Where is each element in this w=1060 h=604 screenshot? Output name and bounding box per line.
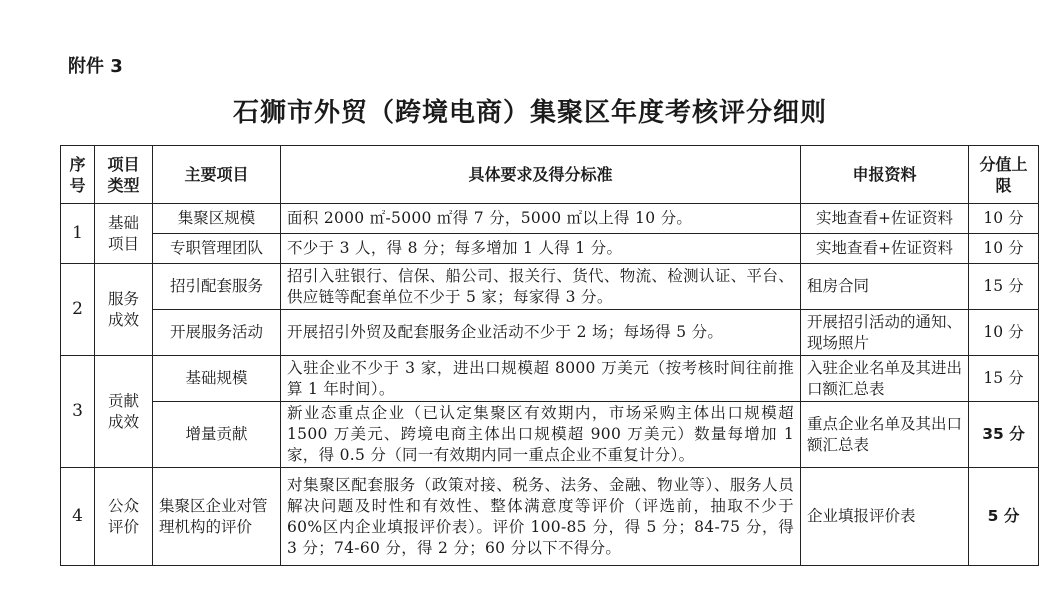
table-row xyxy=(61,310,1039,356)
limit-cell: 10 分 xyxy=(969,204,1039,234)
limit-cell: 5 分 xyxy=(969,468,1039,566)
document-title: 石狮市外贸（跨境电商）集聚区年度考核评分细则 xyxy=(232,98,827,128)
seq-cell: 4 xyxy=(61,468,95,566)
materials-cell: 入驻企业名单及其进出口额汇总表 xyxy=(801,356,969,402)
limit-cell: 10 分 xyxy=(969,234,1039,264)
table-row xyxy=(61,468,1039,566)
limit-cell: 35 分 xyxy=(969,402,1039,468)
header-materials: 申报资料 xyxy=(801,146,969,204)
main-cell: 基础规模 xyxy=(153,356,281,402)
header-limit: 分值上限 xyxy=(969,146,1039,204)
limit-cell: 15 分 xyxy=(969,356,1039,402)
materials-cell: 实地查看+佐证资料 xyxy=(801,234,969,264)
seq-cell: 3 xyxy=(61,356,95,468)
standard-cell: 开展招引外贸及配套服务企业活动不少于 2 场；每场得 5 分。 xyxy=(281,310,801,356)
header-seq: 序号 xyxy=(61,146,95,204)
standard-cell: 不少于 3 人，得 8 分；每多增加 1 人得 1 分。 xyxy=(281,234,801,264)
seq-cell: 2 xyxy=(61,264,95,356)
standard-cell: 新业态重点企业（已认定集聚区有效期内，市场采购主体出口规模超 1500 万美元、跨境电商主体出口规模超 900 万美元）数量每增加 1 家，得 0.5 分（同一有效期内同一重点企业不重复计分）。 xyxy=(281,402,801,468)
standard-cell: 入驻企业不少于 3 家，进出口规模超 8000 万美元（按考核时间往前推算 1 年时间）。 xyxy=(281,356,801,402)
materials-cell: 企业填报评价表 xyxy=(801,468,969,566)
table-row xyxy=(61,356,1039,402)
type-cell: 基础项目 xyxy=(95,204,153,264)
limit-cell: 10 分 xyxy=(969,310,1039,356)
header-type: 项目类型 xyxy=(95,146,153,204)
type-cell: 公众评价 xyxy=(95,468,153,566)
attachment-label: 附件 3 xyxy=(68,56,123,77)
main-cell: 招引配套服务 xyxy=(153,264,281,310)
seq-cell: 1 xyxy=(61,204,95,264)
table-row xyxy=(61,264,1039,310)
main-cell: 专职管理团队 xyxy=(153,234,281,264)
standard-cell: 对集聚区配套服务（政策对接、税务、法务、金融、物业等）、服务人员解决问题及时性和有效性、整体满意度等评价（评选前，抽取不少于 60%区内企业填报评价表）。评价 100-85 分，得 5 分；84-75 分，得 3 分；74-60 分，得 2 分；60 分以下不得分。 xyxy=(281,468,801,566)
table-row xyxy=(61,234,1039,264)
table-header-row xyxy=(61,146,1039,204)
standard-cell: 面积 2000 ㎡-5000 ㎡得 7 分，5000 ㎡以上得 10 分。 xyxy=(281,204,801,234)
scoring-table xyxy=(60,145,1039,566)
standard-cell: 招引入驻银行、信保、船公司、报关行、货代、物流、检测认证、平台、供应链等配套单位不少于 5 家；每家得 3 分。 xyxy=(281,264,801,310)
main-cell: 集聚区规模 xyxy=(153,204,281,234)
type-cell: 贡献成效 xyxy=(95,356,153,468)
materials-cell: 重点企业名单及其出口额汇总表 xyxy=(801,402,969,468)
header-standard: 具体要求及得分标准 xyxy=(281,146,801,204)
limit-cell: 15 分 xyxy=(969,264,1039,310)
table-row xyxy=(61,402,1039,468)
type-cell: 服务成效 xyxy=(95,264,153,356)
materials-cell: 租房合同 xyxy=(801,264,969,310)
materials-cell: 开展招引活动的通知、现场照片 xyxy=(801,310,969,356)
main-cell: 集聚区企业对管理机构的评价 xyxy=(153,468,281,566)
materials-cell: 实地查看+佐证资料 xyxy=(801,204,969,234)
main-cell: 增量贡献 xyxy=(153,402,281,468)
table-row xyxy=(61,204,1039,234)
main-cell: 开展服务活动 xyxy=(153,310,281,356)
header-main: 主要项目 xyxy=(153,146,281,204)
